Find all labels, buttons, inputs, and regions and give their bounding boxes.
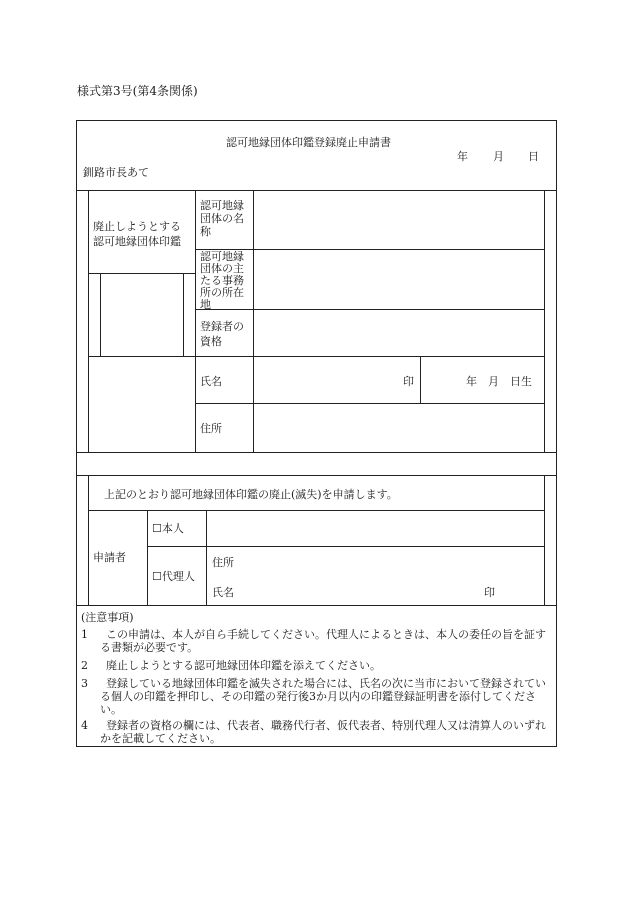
applicant-label: 申請者 xyxy=(93,551,126,564)
note-3-text: 登録している地縁団体印鑑を滅失された場合には、氏名の次に当市において登録されている個人の印鑑を押印し、その印鑑の発行後3か月以内の印鑑登録証明書を添付してください。 xyxy=(100,677,546,716)
note-3-number: 3 xyxy=(81,677,88,690)
note-2-text: 廃止しようとする認可地縁団体印鑑を添えてください。 xyxy=(106,659,381,672)
date-year-label: 年 xyxy=(457,150,468,163)
seal-label-line2: 認可地縁団体印鑑 xyxy=(93,235,181,248)
note-4-number: 4 xyxy=(81,719,88,732)
self-option-checkbox[interactable]: ☐本人 xyxy=(152,522,184,535)
registrant-qualification-field[interactable] xyxy=(254,310,544,356)
addressee: 釧路市長あて xyxy=(83,166,149,179)
declaration-right-inner-line xyxy=(544,475,545,605)
form-title: 認可地縁団体印鑑登録廃止申請書 xyxy=(226,136,391,149)
agent-option-checkbox[interactable]: ☐代理人 xyxy=(152,570,195,583)
note-2-number: 2 xyxy=(81,659,88,672)
registrant-name-label: 氏名 xyxy=(200,375,222,388)
section-seal-left-inner-line xyxy=(88,190,89,452)
note-1-text: この申請は、本人が自ら手続してください。代理人によるときは、本人の委任の旨を証する書類が必要です。 xyxy=(100,628,546,654)
note-4-text: 登録者の資格の欄には、代表者、職務代行者、仮代表者、特別代理人又は清算人のいずれかを記載してください。 xyxy=(100,719,546,745)
section-seal-right-inner-line xyxy=(544,190,545,452)
label-column-left-line xyxy=(195,190,196,452)
registrant-qualification-label: 登録者の資格 xyxy=(200,320,244,348)
declaration-text: 上記のとおり認可地縁団体印鑑の廃止(滅失)を申請します。 xyxy=(104,488,398,501)
agent-seal-mark: 印 xyxy=(484,586,495,599)
applicant-mid-line xyxy=(147,546,544,547)
registrant-name-field[interactable] xyxy=(254,357,419,403)
form-number: 様式第3号(第4条関係) xyxy=(77,84,198,98)
notes-top-line xyxy=(76,605,557,606)
seal-box-right-line xyxy=(183,273,184,356)
declaration-left-inner-line xyxy=(88,475,89,605)
registrant-seal-mark: 印 xyxy=(403,375,414,388)
notes-heading: (注意事項) xyxy=(81,611,134,624)
name-birth-divider xyxy=(420,356,421,403)
date-day-label: 日 xyxy=(528,150,539,163)
group-address-field[interactable] xyxy=(254,250,544,309)
group-address-label: 認可地縁団体の主たる事務所の所在地 xyxy=(200,250,244,311)
declaration-top-line xyxy=(76,475,557,476)
birth-date-label: 年 月 日生 xyxy=(466,375,532,388)
section-seal-bottom-line xyxy=(76,452,557,453)
seal-area-bottom-line xyxy=(88,356,195,357)
note-1-number: 1 xyxy=(81,628,88,641)
registrant-address-field[interactable] xyxy=(254,404,544,452)
applicant-label-divider xyxy=(147,510,148,605)
group-name-field[interactable] xyxy=(254,191,544,249)
self-info-field[interactable] xyxy=(207,511,544,546)
registrant-address-label: 住所 xyxy=(200,422,222,435)
seal-label-line1: 廃止しようとする xyxy=(93,220,181,233)
date-month-label: 月 xyxy=(493,150,504,163)
agent-name-label: 氏名 xyxy=(212,586,234,599)
seal-impression-box[interactable] xyxy=(101,274,183,356)
group-name-label: 認可地縁団体の名称 xyxy=(200,199,244,238)
agent-info-field[interactable] xyxy=(240,548,540,603)
agent-address-label: 住所 xyxy=(212,556,234,569)
